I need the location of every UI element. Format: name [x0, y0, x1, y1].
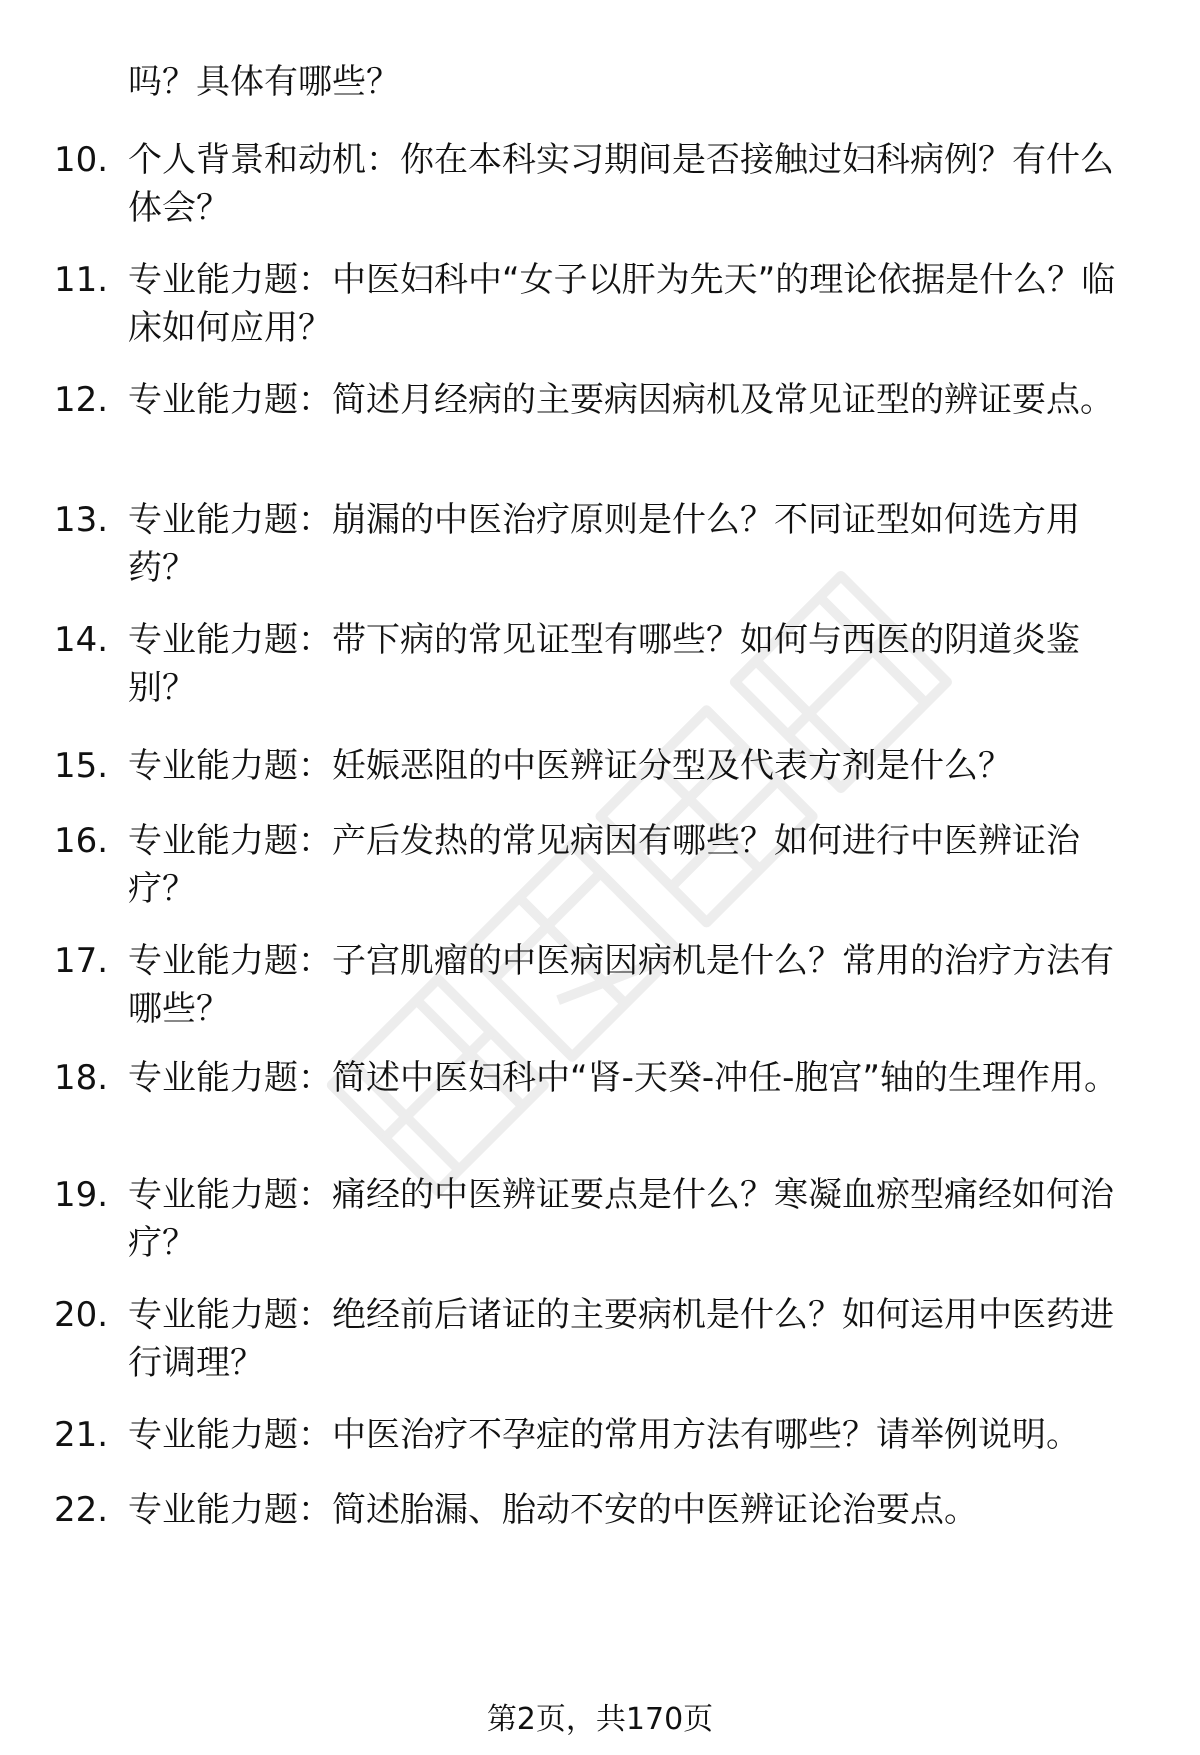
- item-number: 14.: [54, 620, 109, 660]
- item-text: 专业能力题：绝经前后诸证的主要病机是什么？如何运用中医药进行调理？: [128, 1295, 1114, 1383]
- item-number: 13.: [54, 500, 109, 540]
- item-number: 16.: [54, 821, 109, 861]
- item-text: 专业能力题：子宫肌瘤的中医病因病机是什么？常用的治疗方法有哪些？: [128, 941, 1114, 1029]
- item-number: 22.: [54, 1490, 109, 1530]
- item-text: 个人背景和动机：你在本科实习期间是否接触过妇科病例？有什么体会？: [128, 140, 1114, 228]
- item-number: 15.: [54, 746, 109, 786]
- item-text: 专业能力题：带下病的常见证型有哪些？如何与西医的阴道炎鉴别？: [128, 620, 1080, 708]
- item-text: 专业能力题：简述胎漏、胎动不安的中医辨证论治要点。: [128, 1490, 978, 1530]
- item-number: 20.: [54, 1295, 109, 1335]
- item-number: 21.: [54, 1415, 109, 1455]
- item-text: 专业能力题：妊娠恶阻的中医辨证分型及代表方剂是什么？: [128, 746, 1012, 786]
- item-text: 专业能力题：简述月经病的主要病因病机及常见证型的辨证要点。: [128, 380, 1114, 420]
- item-number: 11.: [54, 260, 109, 300]
- item-text: 专业能力题：中医治疗不孕症的常用方法有哪些？请举例说明。: [128, 1415, 1080, 1455]
- page-footer: 第2页，共170页: [486, 1702, 714, 1737]
- item-text: 专业能力题：产后发热的常见病因有哪些？如何进行中医辨证治疗？: [128, 821, 1080, 909]
- item-text: 专业能力题：简述中医妇科中“肾-天癸-冲任-胞宫”轴的生理作用。: [128, 1058, 1119, 1098]
- item-text: 专业能力题：中医妇科中“女子以肝为先天”的理论依据是什么？临床如何应用？: [128, 260, 1116, 348]
- item-number: 12.: [54, 380, 109, 420]
- item-text: 专业能力题：崩漏的中医治疗原则是什么？不同证型如何选方用药？: [128, 500, 1080, 588]
- item-text: 专业能力题：痛经的中医辨证要点是什么？寒凝血瘀型痛经如何治疗？: [128, 1175, 1114, 1263]
- continuation-line: 吗？具体有哪些？: [128, 62, 400, 102]
- item-number: 18.: [54, 1058, 109, 1098]
- item-number: 10.: [54, 140, 109, 180]
- item-number: 19.: [54, 1175, 109, 1215]
- item-number: 17.: [54, 941, 109, 981]
